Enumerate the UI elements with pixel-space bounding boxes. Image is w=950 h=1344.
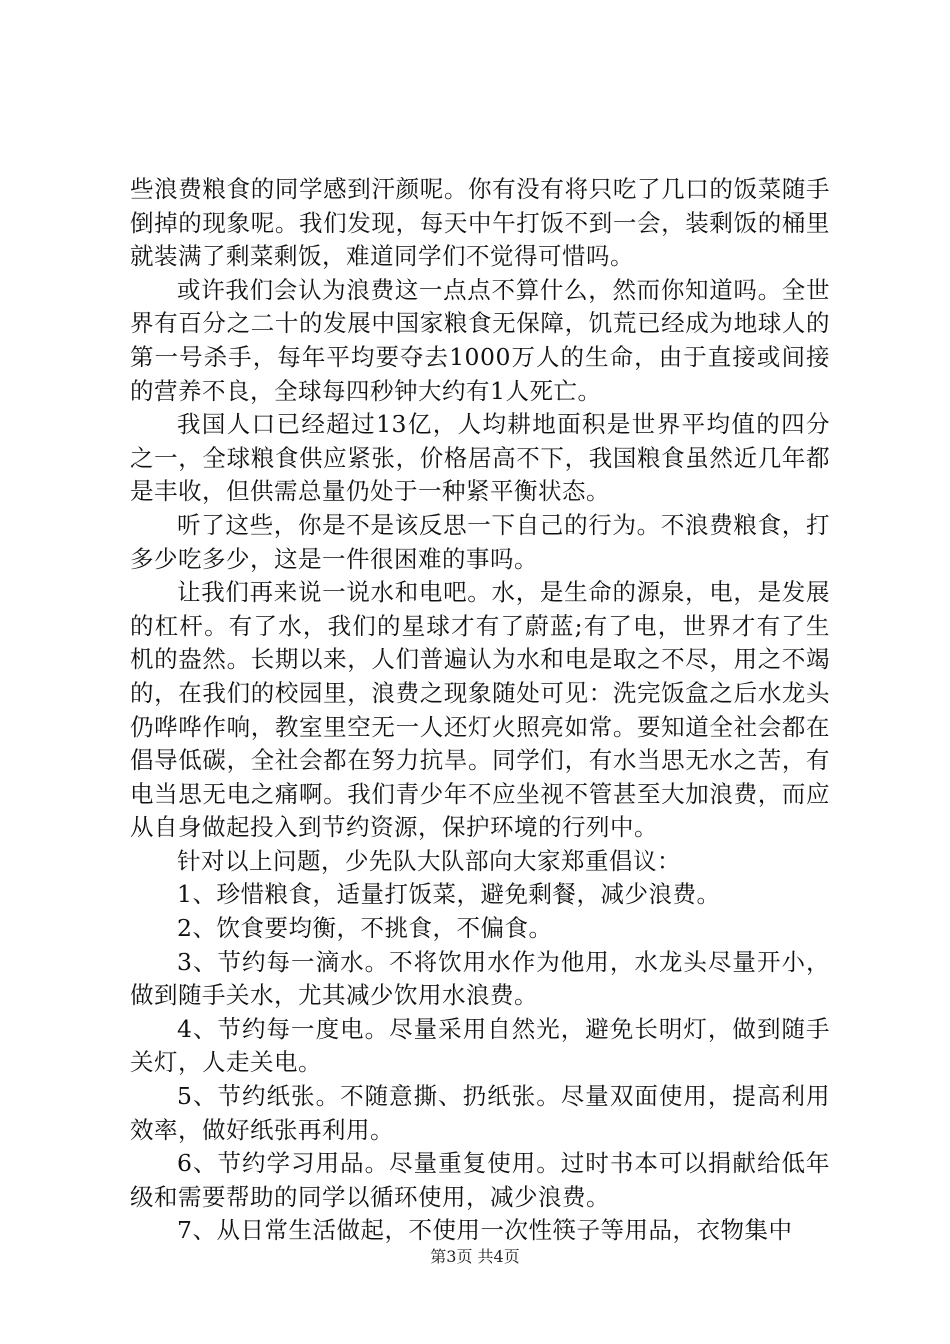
paragraph-food-waste-world: 或许我们会认为浪费这一点点不算什么，然而你知道吗。全世界有百分之二十的发展中国家粮食无保障，饥荒已经成为地球人的第一号杀手，每年平均要夺去1000万人的生命，由于直接或间接的营养不良，全球每四秒钟大约有1人死亡。: [130, 275, 830, 405]
document-body: [130, 173, 830, 1248]
paragraph-china-population: 我国人口已经超过13亿，人均耕地面积是世界平均值的四分之一，全球粮食供应紧张，价格居高不下，我国粮食虽然近几年都是丰收，但供需总量仍处于一种紧平衡状态。: [130, 410, 830, 506]
paragraph-water-electricity: 让我们再来说一说水和电吧。水，是生命的源泉，电，是发展的杠杆。有了水，我们的星球才有了蔚蓝;有了电，世界才有了生机的盎然。长期以来，人们普遍认为水和电是取之不尽，用之不竭的，在我们的校园里，浪费之现象随处可见：洗完饭盒之后水龙头仍哗哗作响，教室里空无一人还灯火照亮如常。要知道全社会都在倡导低碳，全社会都在努力抗旱。同学们，有水当思无水之苦，有电当思无电之痛啊。我们青少年不应坐视不管甚至大加浪费，而应从自身做起投入到节约资源，保护环境的行列中。: [130, 578, 830, 842]
proposal-item-1: 1、珍惜粮食，适量打饭菜，避免剩餐，减少浪费。: [177, 880, 721, 909]
proposal-item-2: 2、饮食要均衡，不挑食，不偏食。: [177, 914, 553, 943]
paragraph-continued: 些浪费粮食的同学感到汗颜呢。你有没有将只吃了几口的饭菜随手倒掉的现象呢。我们发现，每天中午打饭不到一会，装剩饭的桶里就装满了剩菜剩饭，难道同学们不觉得可惜吗。: [130, 175, 830, 271]
proposal-item-5: 5、节约纸张。不随意撕、扔纸张。尽量双面使用，提高利用效率，做好纸张再利用。: [130, 1082, 830, 1144]
paragraph-proposal-intro: 针对以上问题，少先队大队部向大家郑重倡议：: [177, 846, 681, 875]
proposal-item-3: 3、节约每一滴水。不将饮用水作为他用，水龙头尽量开小，做到随手关水，尤其减少饮用水浪费。: [130, 947, 830, 1010]
proposal-item-4: 4、节约每一度电。尽量采用自然光，避免长明灯，做到随手关灯，人走关电。: [130, 1014, 830, 1077]
proposal-item-7: 7、从日常生活做起，不使用一次性筷子等用品，衣物集中: [177, 1216, 793, 1245]
page-number-footer: 第3页 共4页: [430, 1247, 520, 1266]
paragraph-reflect: 听了这些，你是不是该反思一下自己的行为。不浪费粮食，打多少吃多少，这是一件很困难的事吗。: [130, 510, 830, 573]
proposal-item-6: 6、节约学习用品。尽量重复使用。过时书本可以捐献给低年级和需要帮助的同学以循环使用，减少浪费。: [130, 1149, 830, 1211]
